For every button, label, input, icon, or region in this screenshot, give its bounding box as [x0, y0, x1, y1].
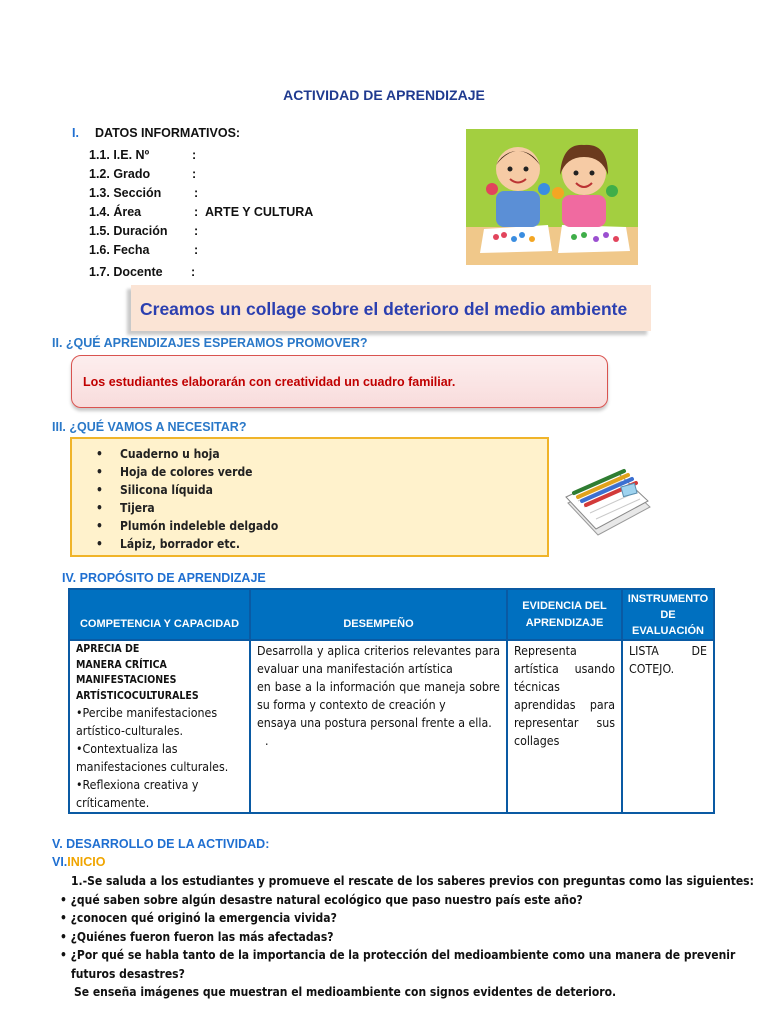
section-5-heading: V. DESARROLLO DE LA ACTIVIDAD:	[52, 837, 270, 851]
desempeno-cell: Desarrolla y aplica criterios relevantes para evaluar una manifestación artística en base a la información que maneja sobre su forma y contexto de creación y ensaya una postura personal frente a ella. .	[250, 640, 507, 813]
materials-box	[70, 437, 549, 557]
table-header-instrumento: INSTRUMENTO DE EVALUACIÓN	[622, 589, 714, 640]
evidencia-cell: Representa artística usando técnicas aprendidas para representar sus collages	[507, 640, 622, 813]
intro-text: 1.-Se saluda a los estudiantes y promueve el rescate de los saberes previos con preguntas como las siguientes:	[71, 874, 754, 888]
section-4-heading: IV. PROPÓSITO DE APRENDIZAJE	[62, 571, 266, 585]
table-header-competencia: COMPETENCIA Y CAPACIDAD	[69, 589, 250, 640]
info-row-grado: 1.2. Grado :	[89, 167, 197, 181]
materials-list	[96, 445, 547, 553]
list-item: • Hoja de colores verde	[96, 465, 253, 479]
info-row-area: 1.4. Área : ARTE Y CULTURA	[72, 203, 472, 222]
section-2-heading: II. ¿QUÉ APRENDIZAJES ESPERAMOS PROMOVER?	[52, 336, 368, 350]
info-row-fecha: 1.6. Fecha :	[89, 243, 199, 257]
list-item: • Lápiz, borrador etc.	[96, 537, 241, 551]
competencia-cell: APRECIA DE MANERA CRÍTICA MANIFESTACIONES ARTÍSTICOCULTURALES •Percibe manifestaciones artístico-culturales. •Contextualiza las manifestaciones culturales. •Reflexiona creativa y críticamente.	[69, 640, 250, 813]
general-info-heading: DATOS INFORMATIVOS:	[94, 126, 241, 140]
info-row-seccion: 1.3. Sección :	[89, 186, 199, 200]
notepad-pencils-icon	[560, 457, 654, 539]
section-3-heading: III. ¿QUÉ VAMOS A NECESITAR?	[52, 420, 247, 434]
list-item: • Tijera	[96, 501, 155, 515]
list-item: • Plumón indeleble delgado	[96, 519, 279, 533]
area-value: ARTE Y CULTURA	[205, 205, 314, 219]
info-row-duracion: 1.5. Duración :	[89, 224, 199, 238]
closing-text: Se enseña imágenes que muestran el medioambiente con signos evidentes de deterioro.	[74, 985, 617, 999]
activity-title-banner: Creamos un collage sobre el deterioro del medio ambiente	[131, 285, 651, 331]
list-item: • ¿conocen qué originó la emergencia vivida?	[60, 911, 337, 925]
info-row-docente: 1.7. Docente :	[89, 265, 196, 279]
children-painting-image	[466, 129, 638, 265]
learning-goal-box: Los estudiantes elaborarán con creatividad un cuadro familiar.	[71, 355, 608, 408]
table-header-desempeno: DESEMPEÑO	[250, 589, 507, 640]
learning-purpose-table	[68, 588, 715, 814]
section-numeral: I.	[72, 126, 79, 140]
table-row	[69, 640, 714, 813]
list-item: • Silicona líquida	[96, 483, 213, 497]
list-item: • ¿Quiénes fueron fueron las más afectadas?	[60, 929, 334, 944]
info-row-ie: 1.1. I.E. Nº :	[89, 148, 197, 162]
list-item: • ¿Por qué se habla tanto de la importancia de la protección del medioambiente como una manera de prevenir	[60, 948, 736, 962]
list-item: • Cuaderno u hoja	[96, 447, 220, 461]
instrumento-cell: LISTA DE COTEJO.	[622, 640, 714, 813]
inicio-content	[60, 872, 754, 1002]
document-title: ACTIVIDAD DE APRENDIZAJE	[283, 87, 485, 103]
inicio-heading: VI.INICIO	[52, 855, 106, 869]
question-continuation: futuros desastres?	[71, 966, 185, 981]
list-item: • ¿qué saben sobre algún desastre natural ecológico que paso nuestro país este año?	[60, 892, 583, 907]
general-info-section	[72, 126, 472, 282]
table-header-evidencia: EVIDENCIA DEL APRENDIZAJE	[507, 589, 622, 640]
